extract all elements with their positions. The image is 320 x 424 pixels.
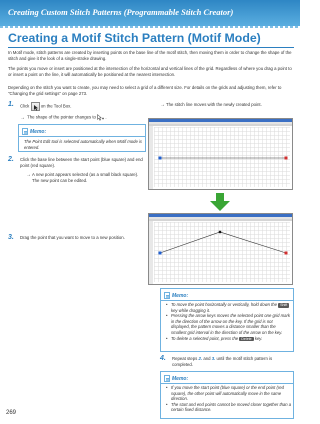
memo-1-header	[22, 128, 62, 136]
start-point	[159, 157, 162, 160]
memo-2-item	[166, 302, 292, 313]
memo-box-2	[160, 288, 294, 352]
page-number: 269	[6, 410, 17, 416]
memo-1-label: Memo:	[30, 128, 47, 135]
memo-2-header	[164, 292, 204, 300]
step-4-ref-a: 2.	[198, 356, 203, 361]
down-arrow-icon	[210, 193, 230, 211]
shift-key-badge: Shift	[280, 303, 288, 307]
memo-icon	[164, 375, 170, 382]
step-3-result-text: The stitch line moves with the newly created point.	[166, 102, 262, 107]
page-title: Creating a Motif Stitch Pattern (Motif Mode)	[8, 31, 261, 45]
screenshot-tool-box	[149, 221, 153, 284]
header-dotted-rule	[0, 26, 300, 28]
step-4-number: 4.	[160, 355, 166, 362]
memo-2-item-1-text: To move the point horizontally or vertically, hold down the	[171, 302, 277, 307]
end-point	[285, 252, 288, 255]
step-2-number: 2.	[8, 156, 14, 163]
memo-3-list	[166, 385, 292, 413]
step-4-text	[172, 356, 294, 368]
right-arrow-icon: →	[26, 172, 31, 178]
step-2-result	[26, 172, 144, 184]
end-point	[285, 157, 288, 160]
step-1-text-after: on the Tool Box.	[40, 103, 72, 109]
step-1-text	[20, 102, 145, 111]
header-band	[0, 0, 300, 26]
memo-2-item-3-text: To delete a selected point, press the	[171, 335, 239, 341]
step-4-text-c: until the motif stitch pattern is completed.	[172, 356, 273, 367]
point-insert-pointer-icon	[97, 114, 107, 121]
memo-3-header	[164, 375, 204, 383]
memo-3-divider	[161, 383, 293, 384]
step-4-text-b: and	[203, 356, 211, 361]
step-1-result-before: The shape of the pointer changes to	[27, 114, 96, 120]
step-1-text-before: Click	[20, 103, 30, 109]
step-4-ref-b: 3.	[211, 356, 216, 361]
memo-box-3	[160, 371, 294, 419]
stitch-line	[160, 232, 286, 253]
screenshot-tool-box	[149, 126, 153, 189]
memo-3-label: Memo:	[172, 375, 189, 382]
memo-2-item-1-text-after: key while dragging it.	[171, 307, 211, 313]
intro-paragraph-3: Depending on the stitch you want to create, you may need to select a grid of a different size. For details on the grids and adjusting them, refer to "Changing the grid settings" on page 273.	[8, 85, 282, 96]
screenshot-toolbar	[149, 124, 292, 126]
memo-3-item: • The start and end points cannot be moved closer together than a certain fixed distance.	[166, 402, 292, 413]
memo-2-item-2-text: Pressing the arrow keys moves the selected point one grid mark in the direction of the arrow on the key. If the grid is not displayed, the pattern moves a distance smaller than the smallest grid interval in the direction of the arrow on the key.	[171, 313, 290, 335]
memo-2-divider	[161, 300, 293, 301]
delete-key-badge: Delete	[241, 336, 252, 341]
step-2-result-text: A new point appears selected (as a small black square). The new point can be edited.	[32, 172, 139, 183]
header-title: Creating Custom Stitch Patterns (Programmable Stitch Creator)	[8, 7, 234, 17]
memo-icon	[22, 128, 28, 135]
screenshot-grid-canvas	[154, 127, 290, 187]
memo-2-item	[166, 336, 292, 342]
step-1-number: 1.	[8, 101, 14, 108]
memo-2-item-3-text-after: key.	[254, 335, 263, 341]
software-screenshot-1	[148, 118, 293, 190]
new-point	[219, 231, 221, 233]
screenshot-grid-canvas	[154, 222, 290, 282]
memo-2-item	[166, 313, 292, 335]
memo-box-1	[18, 124, 146, 152]
step-1-result-after: .	[105, 114, 107, 120]
right-arrow-icon: →	[20, 114, 25, 121]
right-arrow-icon: →	[160, 102, 165, 108]
memo-3-item: • If you move the start point (blue square) or the end point (red square), the other point will automatically move in the same direction.	[166, 385, 292, 402]
memo-icon	[164, 292, 170, 299]
intro-paragraph-2: The points you move or insert are positioned at the intersection of the horizontal and vertical lines of the grid. Regardless of where you drag a point to or insert a point on the line, it will automatically be positioned at the nearest intersection.	[8, 66, 292, 77]
step-3-result	[160, 102, 295, 108]
start-point	[159, 252, 162, 255]
point-edit-tool-icon[interactable]	[31, 102, 40, 111]
title-rule	[8, 47, 294, 48]
memo-2-label: Memo:	[172, 292, 189, 299]
step-3-text: Drag the point that you want to move to a new position.	[20, 235, 125, 240]
step-2-text: Click the base line between the start point (blue square) and end point (red square).	[20, 157, 143, 168]
step-4-text-a: Repeat steps	[172, 356, 198, 361]
memo-1-text: The Point Edit tool is selected automatically when Motif mode is entered.	[24, 139, 143, 150]
step-3-number: 3.	[8, 234, 14, 241]
software-screenshot-2	[148, 213, 293, 285]
memo-2-list	[166, 302, 292, 341]
step-1-result	[20, 114, 145, 121]
intro-paragraph-1: In Motif mode, stitch patterns are created by inserting points on the base line of the motif stitch, then moving them in order to change the shape of the stitch and give it the look of a single-stroke drawing.	[8, 50, 292, 61]
screenshot-toolbar	[149, 219, 292, 221]
memo-1-divider	[19, 136, 145, 137]
